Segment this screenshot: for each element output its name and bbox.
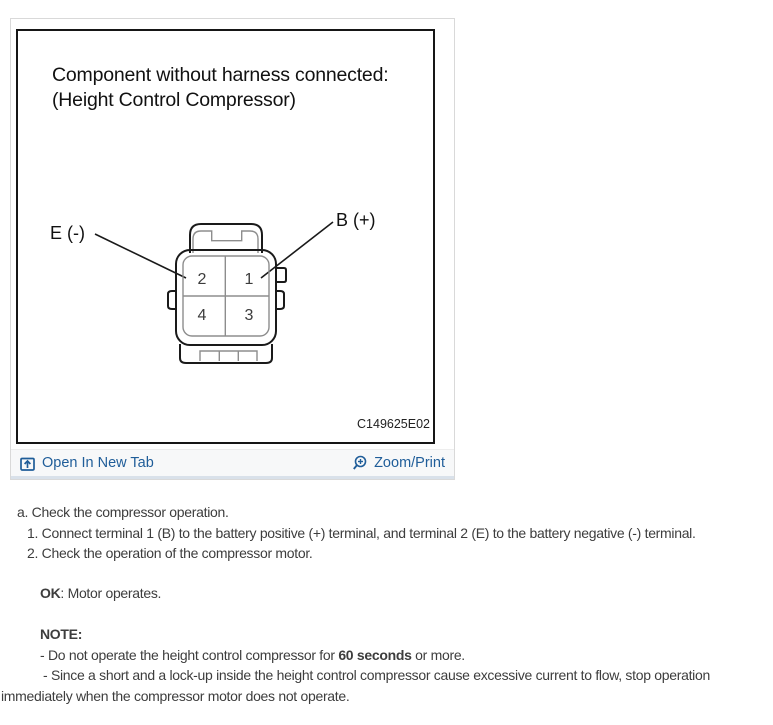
note-item-2-line1: - Since a short and a lock-up inside the height control compressor cause excessive current to flow, stop operation [43, 667, 710, 683]
leader-line-e [95, 234, 186, 278]
connector-bottom-inner [200, 351, 257, 361]
connector-left-bump [168, 291, 176, 309]
terminal-4: 4 [197, 307, 207, 324]
ok-label: OK [40, 585, 61, 601]
zoom-print-link[interactable] [351, 455, 445, 472]
ok-line [40, 584, 161, 602]
note-label: NOTE: [40, 626, 83, 642]
connector-top-tab [190, 224, 262, 253]
zoom-print-label: Zoom/Print [374, 455, 445, 471]
figure-title-line1: Component without harness connected: [52, 64, 389, 86]
connector-right-bump [276, 291, 284, 309]
note-item-2-line2: immediately when the compressor motor does not operate. [1, 688, 350, 704]
sub-step-1: 1. Connect terminal 1 (B) to the battery positive (+) terminal, and terminal 2 (E) to the battery negative (-) terminal. [27, 525, 696, 541]
step-a: a. Check the compressor operation. [17, 504, 229, 520]
ok-text: : Motor operates. [60, 585, 162, 601]
connector-bottom-block [180, 344, 272, 363]
terminal-2: 2 [197, 271, 207, 288]
note1-suffix: or more. [411, 647, 465, 663]
terminal-3: 3 [244, 307, 254, 324]
figure-title-line2: (Height Control Compressor) [52, 89, 296, 111]
leader-line-b [261, 222, 333, 278]
label-e-negative: E (-) [50, 223, 85, 243]
note1-bold: 60 seconds [338, 647, 412, 663]
note-item-1 [40, 646, 465, 664]
connector-diagram [18, 31, 431, 438]
figure-code: C149625E02 [357, 417, 430, 431]
open-in-new-tab-icon [19, 455, 36, 472]
open-in-new-tab-label: Open In New Tab [42, 455, 154, 471]
terminal-1: 1 [244, 271, 254, 288]
figure-toolbar [11, 449, 454, 479]
open-in-new-tab-link[interactable] [19, 455, 154, 472]
connector-right-tab [276, 268, 286, 282]
zoom-in-icon [351, 455, 368, 472]
label-b-positive: B (+) [336, 210, 376, 230]
sub-step-2: 2. Check the operation of the compressor motor. [27, 545, 313, 561]
figure-panel [10, 18, 455, 480]
note1-prefix: - Do not operate the height control compressor for [40, 647, 339, 663]
figure-box [16, 29, 435, 444]
